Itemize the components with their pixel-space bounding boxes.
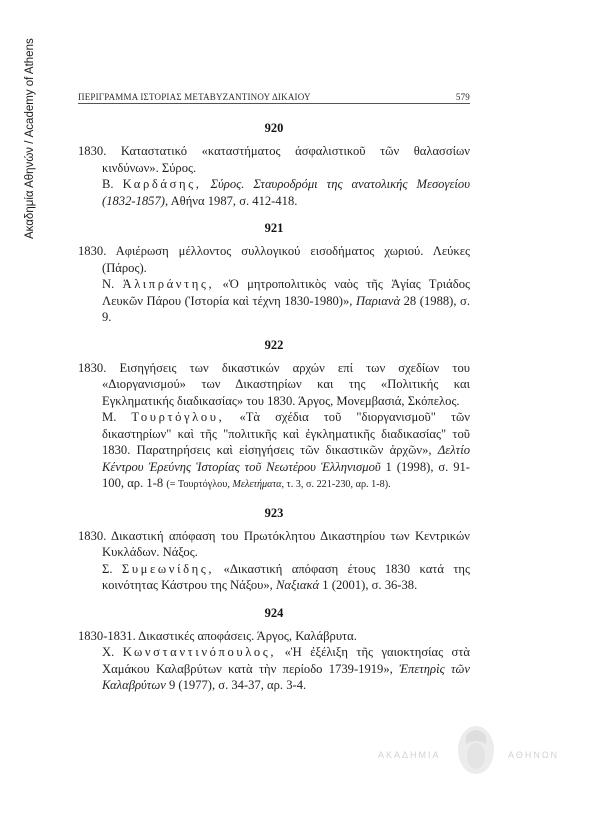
author-initial: Σ.	[102, 561, 113, 576]
author-name: Καρδάσης,	[122, 177, 202, 191]
header-rule	[78, 103, 470, 104]
entry-reference	[78, 276, 470, 326]
side-label: Ακαδημία Αθηνών / Academy of Athens	[24, 38, 36, 239]
entry-heading: 1830. Καταστατικό «καταστήματος άσφαλιστικοῦ τῶν θαλασσίων κινδύνων». Σύρος.	[78, 144, 470, 175]
citation-text: , Αθήνα 1987, σ. 412-418.	[164, 193, 298, 208]
entry-number: 924	[264, 605, 284, 620]
author-name: Κωνσταντινόπουλος,	[122, 645, 277, 659]
citation-text: «Δικαστική απόφαση έτους 1830 κατά της κοινότητας Κάστρου της Νάξου»,	[102, 561, 470, 592]
citation-text: «Τὰ σχέδια τοῦ "διοργανισμοῦ" τῶν δικαστηρίων" καὶ τῆς "πολιτικῆς καὶ ἐγκληματικῆς διαδικασίας" τοῦ 1830. Παρατηρήσεις καὶ εἰσηγήσεις τῶν δικαστικῶν ἀρχῶν»,	[102, 410, 470, 457]
running-header	[78, 92, 470, 102]
entry-heading: 1830-1831. Δικαστικές αποφάσεις. Άργος, Καλάβρυτα.	[78, 628, 357, 643]
cross-reference	[166, 479, 390, 490]
publication-title: Παριανὰ	[356, 293, 401, 308]
entry-reference	[78, 644, 470, 694]
entry-heading: 1830. Δικαστική απόφαση του Πρωτόκλητου Δικαστηρίου των Κεντρικών Κυκλάδων. Νάξος.	[78, 528, 470, 559]
citation-text: 28 (1988), σ. 9.	[102, 293, 470, 324]
header-title: ΠΕΡΙΓΡΑΜΜΑ ΙΣΤΟΡΙΑΣ ΜΕΤΑΒΥΖΑΝΤΙΝΟΥ ΔΙΚΑΙΟΥ	[78, 92, 311, 102]
entry-number: 920	[264, 121, 284, 135]
entries-list	[78, 117, 470, 706]
publication-title: Μελετήματα	[232, 479, 282, 490]
entry-number: 922	[264, 337, 284, 352]
citation-text: «Ἡ ἐξέλιξη τῆς γαιοκτησίας στὰ Χαμάκου Καλαβρύτων κατὰ τὴν περίοδο 1739-1919»,	[102, 645, 470, 676]
author-initial: Β.	[102, 177, 114, 191]
author-name: Συμεωνίδης,	[121, 561, 215, 576]
citation-text: 1 (2001), σ. 36-38.	[319, 578, 418, 592]
citation-text: 1 (1998), σ. 91-100, αρ. 1-8	[102, 459, 470, 490]
citation-text: (= Τουρτόγλου,	[166, 479, 233, 490]
citation-text: «Ὁ μητροπολιτικὸς ναὸς τῆς Ἁγίας Τριάδος Λευκῶν Πάρου (Ἱστορία καὶ τέχνη 1830-1980)»,	[102, 277, 470, 308]
publication-title: Ἐπετηρὶς τῶν Καλαβρύτων	[102, 661, 470, 692]
publication-title: Ναξιακά	[275, 578, 320, 592]
citation-text: , τ. 3, σ. 221-230, αρ. 1-8).	[281, 479, 391, 490]
watermark-right-text: ΑΘΗΝΩΝ	[508, 750, 560, 760]
entry	[78, 506, 470, 594]
page-number: 579	[455, 92, 470, 102]
entry-heading: 1830. Αφιέρωση μέλλοντος συλλογικού εισοδήματος χωριού. Λεύκες (Πάρος).	[78, 244, 470, 275]
entry	[78, 606, 470, 694]
entry-reference	[78, 409, 470, 494]
entry	[78, 221, 470, 326]
publication-title: Δελτίο Κέντρου Ἐρεύνης Ἱστορίας τοῦ Νεωτέρου Ἑλληνισμοῦ	[102, 443, 470, 474]
entry-heading: 1830. Εισηγήσεις των δικαστικών αρχών επί των σχεδίων του «Διοργανισμού» των Δικαστηρίων και της «Πολιτικής και Εγκληματικής διαδικασίας» του 1830. Άργος, Μονεμβασιά, Σκόπελος.	[78, 360, 470, 408]
entry	[78, 121, 470, 209]
entry-reference	[78, 176, 470, 209]
entry-number: 923	[264, 505, 284, 520]
entry-number: 921	[264, 221, 284, 235]
entry	[78, 338, 470, 494]
author-initial: Μ.	[102, 410, 117, 424]
author-initial: Ν.	[102, 277, 115, 291]
publication-title: Σύρος. Σταυροδρόμι της ανατολικής Μεσογείου (1832-1857)	[102, 177, 470, 208]
citation-text: 9 (1977), σ. 34-37, αρ. 3-4.	[165, 678, 307, 692]
watermark-left-text: ΑΚΑΔΗΜΙΑ	[378, 750, 441, 760]
entry-reference	[78, 561, 470, 594]
author-initial: Χ.	[102, 645, 115, 659]
academy-seal-icon	[452, 722, 500, 782]
author-name: Ἀλιπράντης,	[122, 277, 215, 291]
author-name: Τουρτόγλου,	[131, 410, 225, 424]
